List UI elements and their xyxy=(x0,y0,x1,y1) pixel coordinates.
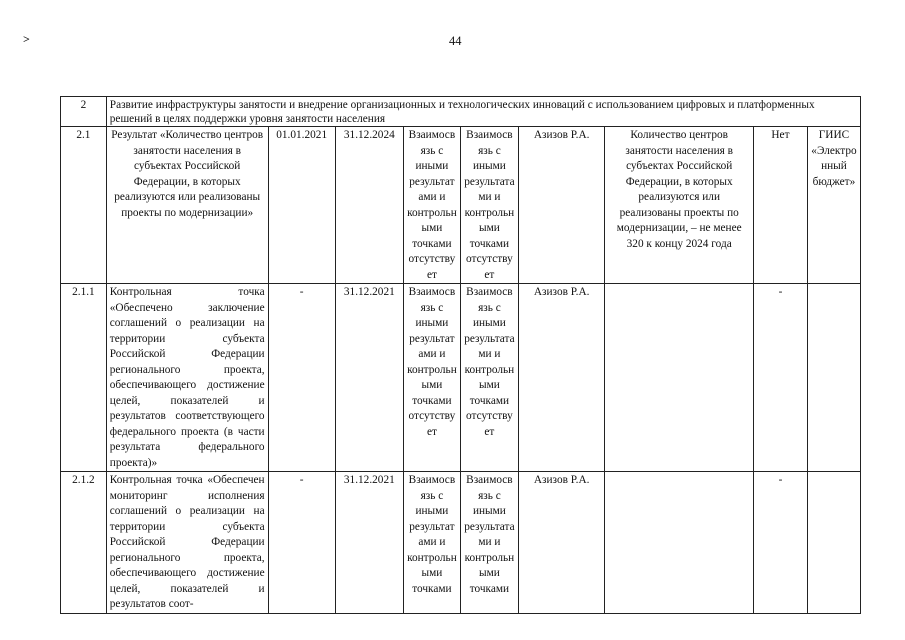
level: - xyxy=(753,284,807,472)
start-date: - xyxy=(268,284,335,472)
row-name: Результат «Количество центров занятости населения в субъектах Российской Федерации, в которых реализуются или реализованы проекты по модернизации» xyxy=(106,127,268,284)
page-number: 44 xyxy=(449,34,462,48)
row-name: Контрольная точка «Обеспечено заключение соглашений о реализации на территории субъекта Российской Федерации регионального проекта, обеспечивающего достижение целей, показателей и результатов соответствующего федерального проекта (в части результата федерального проекта)» xyxy=(106,284,268,472)
responsible: Азизов Р.А. xyxy=(518,472,605,614)
end-date: 31.12.2021 xyxy=(335,472,403,614)
indicator xyxy=(605,472,754,614)
link-predecessor: Взаимосвязь с иными результатами и контрольными точками xyxy=(403,472,460,614)
end-date: 31.12.2024 xyxy=(335,127,403,284)
table-row xyxy=(61,127,861,284)
system xyxy=(807,284,860,472)
row-number: 2.1 xyxy=(61,127,107,284)
responsible: Азизов Р.А. xyxy=(518,127,605,284)
section-row xyxy=(61,97,861,127)
start-date: 01.01.2021 xyxy=(268,127,335,284)
section-number: 2 xyxy=(61,97,107,127)
end-date: 31.12.2021 xyxy=(335,284,403,472)
table-row xyxy=(61,284,861,472)
section-title: Развитие инфраструктуры занятости и внедрение организационных и технологических инноваций с использованием цифровых и платформенных решений в целях поддержки уровня занятости населения xyxy=(106,97,860,127)
link-predecessor: Взаимосвязь с иными результатами и контрольными точками отсутствует xyxy=(403,127,460,284)
system xyxy=(807,472,860,614)
margin-mark: ˃ xyxy=(23,32,30,46)
plan-table xyxy=(60,96,861,614)
table-row xyxy=(61,472,861,614)
link-successor: Взаимосвязь с иными результатами и контрольными точками отсутствует xyxy=(460,127,518,284)
indicator xyxy=(605,284,754,472)
row-number: 2.1.1 xyxy=(61,284,107,472)
system: ГИИС «Электронный бюджет» xyxy=(807,127,860,284)
link-predecessor: Взаимосвязь с иными результатами и контрольными точками отсутствует xyxy=(403,284,460,472)
row-number: 2.1.2 xyxy=(61,472,107,614)
link-successor: Взаимосвязь с иными результатами и контрольными точками отсутствует xyxy=(460,284,518,472)
level: - xyxy=(753,472,807,614)
row-name: Контрольная точка «Обеспечен мониторинг исполнения соглашений о реализации на территории субъекта Российской Федерации регионального проекта, обеспечивающего достижение целей, показателей и результатов соот- xyxy=(106,472,268,614)
link-successor: Взаимосвязь с иными результатами и контрольными точками xyxy=(460,472,518,614)
start-date: - xyxy=(268,472,335,614)
indicator: Количество центров занятости населения в субъектах Российской Федерации, в которых реализуются или реализованы проекты по модернизации, – не менее 320 к концу 2024 года xyxy=(605,127,754,284)
responsible: Азизов Р.А. xyxy=(518,284,605,472)
level: Нет xyxy=(753,127,807,284)
